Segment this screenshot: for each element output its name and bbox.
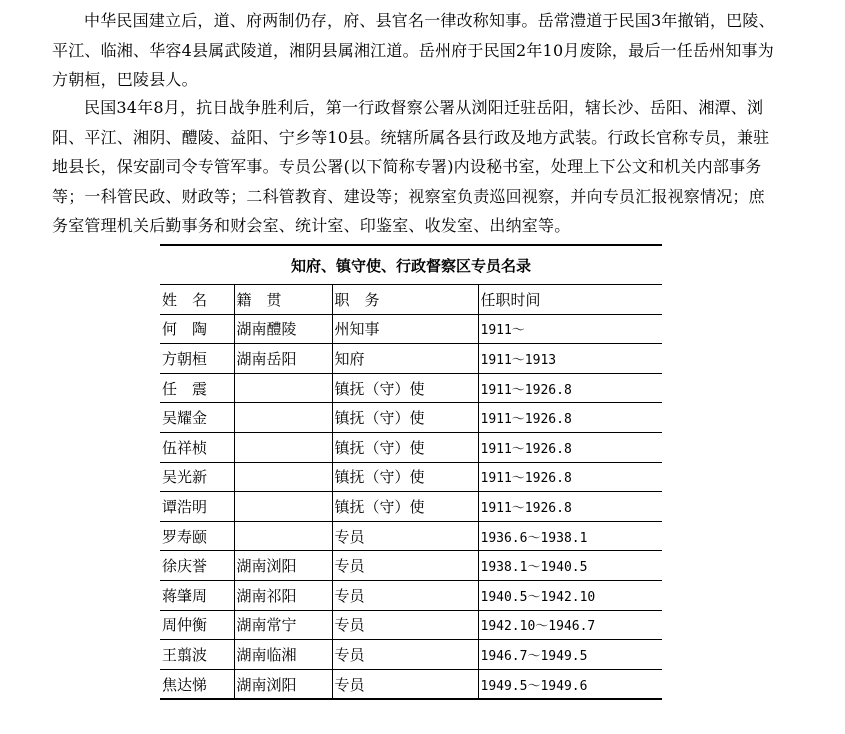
cell-position: 知府 <box>332 344 478 374</box>
cell-origin: 湖南浏阳 <box>234 669 332 699</box>
cell-name: 伍祥桢 <box>160 432 234 462</box>
cell-term: 1911～1926.8 <box>478 403 662 433</box>
cell-position: 专员 <box>332 610 478 640</box>
cell-name: 吴光新 <box>160 462 234 492</box>
cell-position: 州知事 <box>332 314 478 344</box>
cell-origin: 湖南临湘 <box>234 640 332 670</box>
cell-term: 1942.10～1946.7 <box>478 610 662 640</box>
table-row <box>160 551 662 581</box>
paragraph-2: 民国34年8月，抗日战争胜利后，第一行政督察公署从浏阳迁驻岳阳，辖长沙、岳阳、湘潭、浏阳、平江、湘阴、醴陵、益阳、宁乡等10县。统辖所属各县行政及地方武装。行政长官称专员，兼驻地县长，保安副司令专管军事。专员公署(以下简称专署)内设秘书室，处理上下公文和机关内部事务等；一科管民政、财政等；二科管教育、建设等；视察室负责巡回视察，并向专员汇报视察情况；庶务室管理机关后勤事务和财会室、统计室、印鉴室、收发室、出纳室等。 <box>52 98 770 235</box>
cell-position: 专员 <box>332 669 478 699</box>
cell-name: 周仲衡 <box>160 610 234 640</box>
table-row <box>160 432 662 462</box>
cell-position: 镇抚（守）使 <box>332 373 478 403</box>
cell-name: 王翦波 <box>160 640 234 670</box>
table-row <box>160 403 662 433</box>
cell-position: 专员 <box>332 580 478 610</box>
table-header-row <box>160 285 662 315</box>
cell-origin <box>234 462 332 492</box>
cell-term: 1938.1～1940.5 <box>478 551 662 581</box>
cell-name: 徐庆誉 <box>160 551 234 581</box>
cell-origin <box>234 373 332 403</box>
table-row <box>160 492 662 522</box>
cell-term: 1911～1926.8 <box>478 373 662 403</box>
header-position: 职 务 <box>332 285 478 315</box>
table-row <box>160 314 662 344</box>
cell-name: 蒋肇周 <box>160 580 234 610</box>
cell-position: 专员 <box>332 521 478 551</box>
table-row <box>160 640 662 670</box>
header-origin: 籍 贯 <box>234 285 332 315</box>
cell-position: 镇抚（守）使 <box>332 492 478 522</box>
cell-term: 1911～1913 <box>478 344 662 374</box>
cell-origin: 湖南祁阳 <box>234 580 332 610</box>
cell-term: 1911～ <box>478 314 662 344</box>
cell-name: 何 陶 <box>160 314 234 344</box>
cell-position: 专员 <box>332 551 478 581</box>
cell-term: 1949.5～1949.6 <box>478 669 662 699</box>
cell-origin: 湖南常宁 <box>234 610 332 640</box>
header-name: 姓 名 <box>160 285 234 315</box>
cell-term: 1936.6～1938.1 <box>478 521 662 551</box>
cell-origin <box>234 432 332 462</box>
table-row <box>160 580 662 610</box>
cell-origin <box>234 403 332 433</box>
table-title: 知府、镇守使、行政督察区专员名录 <box>160 245 662 285</box>
table-row <box>160 669 662 699</box>
cell-name: 罗寿颐 <box>160 521 234 551</box>
table-row <box>160 610 662 640</box>
cell-origin: 湖南浏阳 <box>234 551 332 581</box>
paragraph-1: 中华民国建立后，道、府两制仍存，府、县官名一律改称知事。岳常澧道于民国3年撤销，巴陵、平江、临湘、华容4县属武陵道，湘阴县属湘江道。岳州府于民国2年10月废除，最后一任岳州知事为方朝桓，巴陵县人。 <box>52 11 775 89</box>
officials-table <box>160 244 662 700</box>
cell-name: 焦达悌 <box>160 669 234 699</box>
table-row <box>160 344 662 374</box>
cell-position: 镇抚（守）使 <box>332 432 478 462</box>
cell-position: 镇抚（守）使 <box>332 403 478 433</box>
cell-origin <box>234 521 332 551</box>
cell-origin <box>234 492 332 522</box>
table-row <box>160 373 662 403</box>
cell-position: 专员 <box>332 640 478 670</box>
table-row <box>160 462 662 492</box>
cell-term: 1911～1926.8 <box>478 432 662 462</box>
cell-term: 1911～1926.8 <box>478 462 662 492</box>
cell-name: 方朝桓 <box>160 344 234 374</box>
cell-name: 谭浩明 <box>160 492 234 522</box>
cell-origin: 湖南醴陵 <box>234 314 332 344</box>
cell-position: 镇抚（守）使 <box>332 462 478 492</box>
cell-term: 1946.7～1949.5 <box>478 640 662 670</box>
cell-name: 吴耀金 <box>160 403 234 433</box>
cell-origin: 湖南岳阳 <box>234 344 332 374</box>
table-row <box>160 521 662 551</box>
header-term: 任职时间 <box>478 285 662 315</box>
cell-name: 任 震 <box>160 373 234 403</box>
cell-term: 1940.5～1942.10 <box>478 580 662 610</box>
cell-term: 1911～1926.8 <box>478 492 662 522</box>
